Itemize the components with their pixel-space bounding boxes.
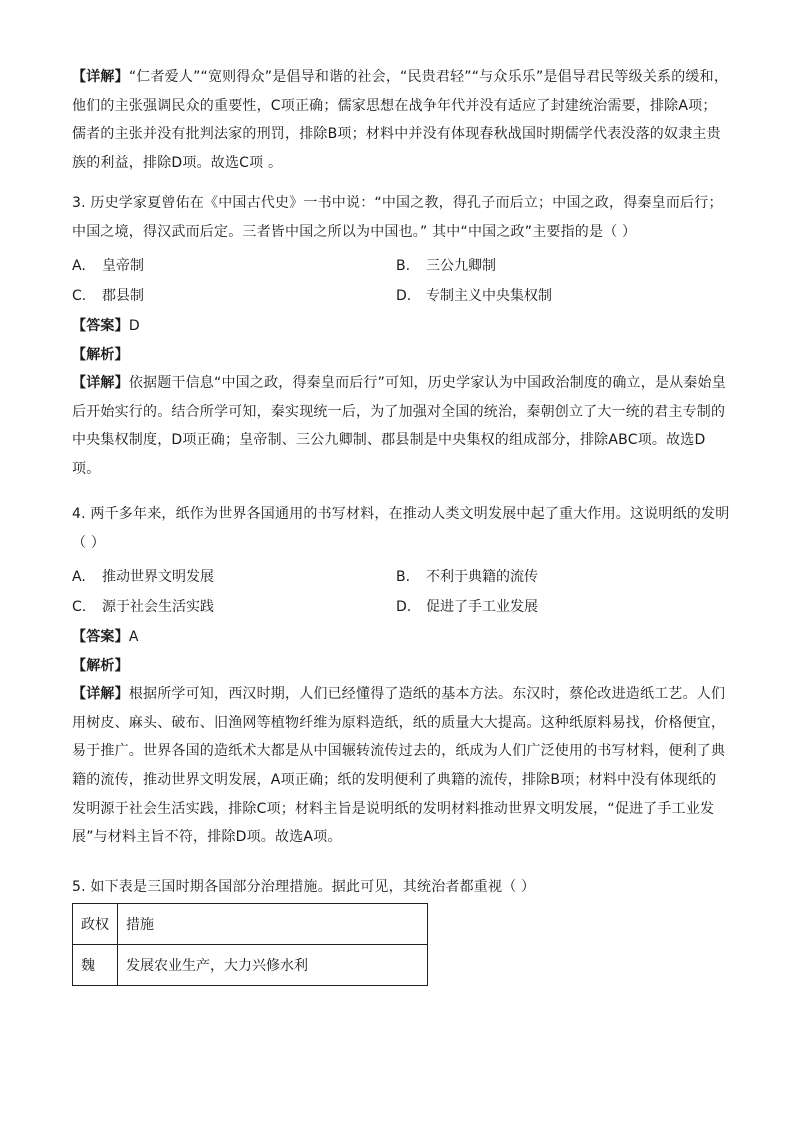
q3-option-c: C. 郡县制 [72,288,144,304]
q4-stem-line-2: （ ） [72,534,106,551]
q3-stem-line-1: 3. 历史学家夏曾佑在《中国古代史》一书中说：“中国之教，得孔子而后立；中国之政，得秦皇而后行； [72,195,723,211]
q5-table [72,903,428,986]
analysis-label: 【解析】 [72,346,129,363]
detail-label: 【详解】 [72,686,129,703]
answer-label: 【答案】 [72,318,129,334]
q2-detail-line-1: “仁者爱人”“宽则得众”是倡导和谐的社会，“民贵君轻”“与众乐乐”是倡导君民等级关系的缓和， [128,69,729,85]
q3-option-d: D. 专制主义中央集权制 [396,288,552,304]
q3-detail-line-4: 项。 [72,460,101,477]
q4-answer: A [128,629,139,645]
table-cell: 魏 [73,945,118,986]
answer-label: 【答案】 [72,629,129,645]
q4-option-d: D. 促进了手工业发展 [396,599,538,615]
analysis-label: 【解析】 [72,657,129,674]
q4-detail-line-1: 根据所学可知，西汉时期，人们已经懂得了造纸的基本方法。东汉时，蔡伦改进造纸工艺。人们 [128,686,726,703]
q3-detail-line-2: 后开始实行的。结合所学可知，秦实现统一后，为了加强对全国的统治，秦朝创立了大一统的君主专制的 [72,403,726,420]
q4-detail-line-5: 发明源于社会生活实践，排除C项；材料主旨是说明纸的发明材料推动世界文明发展，“促进了手工业发 [72,800,715,817]
q4-option-a: A. 推动世界文明发展 [72,569,214,585]
q3-option-b: B. 三公九卿制 [396,258,496,274]
q5-stem [72,873,724,902]
q2-detail [72,63,729,177]
q2-detail-line-3: 儒者的主张并没有批判法家的刑罚，排除B项；材料中并没有体现春秋战国时期儒学代表没落的奴隶主贵 [72,126,721,143]
q4-detail-line-3: 易于推广。世界各国的造纸术大都是从中国辗转流传过去的，纸成为人们广泛使用的书写材料，便利了典 [72,743,726,760]
q3-solution [72,312,724,484]
q4-option-b: B. 不利于典籍的流传 [396,569,538,585]
q4-detail-line-6: 展”与材料主旨不符，排除D项。故选A项。 [72,829,342,846]
detail-label: 【详解】 [72,375,129,392]
table-header-cell: 政权 [73,904,118,945]
q4-stem-line-1: 4. 两千多年来，纸作为世界各国通用的书写材料，在推动人类文明发展中起了重大作用。这说明纸的发明 [72,506,730,522]
q5-stem-line-1: 5. 如下表是三国时期各国部分治理措施。据此可见，其统治者都重视（ ） [72,879,536,895]
detail-label: 【详解】 [72,69,129,85]
q4-solution [72,623,724,852]
table-row [73,945,428,986]
q4-option-c: C. 源于社会生活实践 [72,599,214,615]
q3-option-a: A. 皇帝制 [72,258,144,274]
q2-detail-line-2: 他们的主张强调民众的重要性，C项正确；儒家思想在战争年代并没有适应了封建统治需要，排除A项； [72,97,717,114]
q4-stem [72,500,730,557]
q3-stem [72,189,724,246]
q3-detail-line-1: 依据题干信息“中国之政，得秦皇而后行”可知，历史学家认为中国政治制度的确立，是从秦始皇 [128,375,726,392]
q3-stem-line-2: 中国之境，得汉武而后定。三者皆中国之所以为中国也。” 其中“中国之政”主要指的是（ ） [72,223,637,240]
table-header-cell: 措施 [118,904,428,945]
q2-detail-line-4: 族的利益，排除D项。故选C项 。 [72,154,283,171]
q3-answer: D [128,318,140,334]
q4-detail-line-4: 籍的流传，推动世界文明发展，A项正确；纸的发明便利了典籍的流传，排除B项；材料中没有体现纸的 [72,771,717,788]
q4-detail-line-2: 用树皮、麻头、破布、旧渔网等植物纤维为原料造纸，纸的质量大大提高。这种纸原料易找，价格便宜， [72,714,726,731]
table-header-row [73,904,428,945]
table-cell: 发展农业生产，大力兴修水利 [118,945,428,986]
q3-detail-line-3: 中央集权制度，D项正确；皇帝制、三公九卿制、郡县制是中央集权的组成部分，排除ABC项。故选D [72,432,706,449]
